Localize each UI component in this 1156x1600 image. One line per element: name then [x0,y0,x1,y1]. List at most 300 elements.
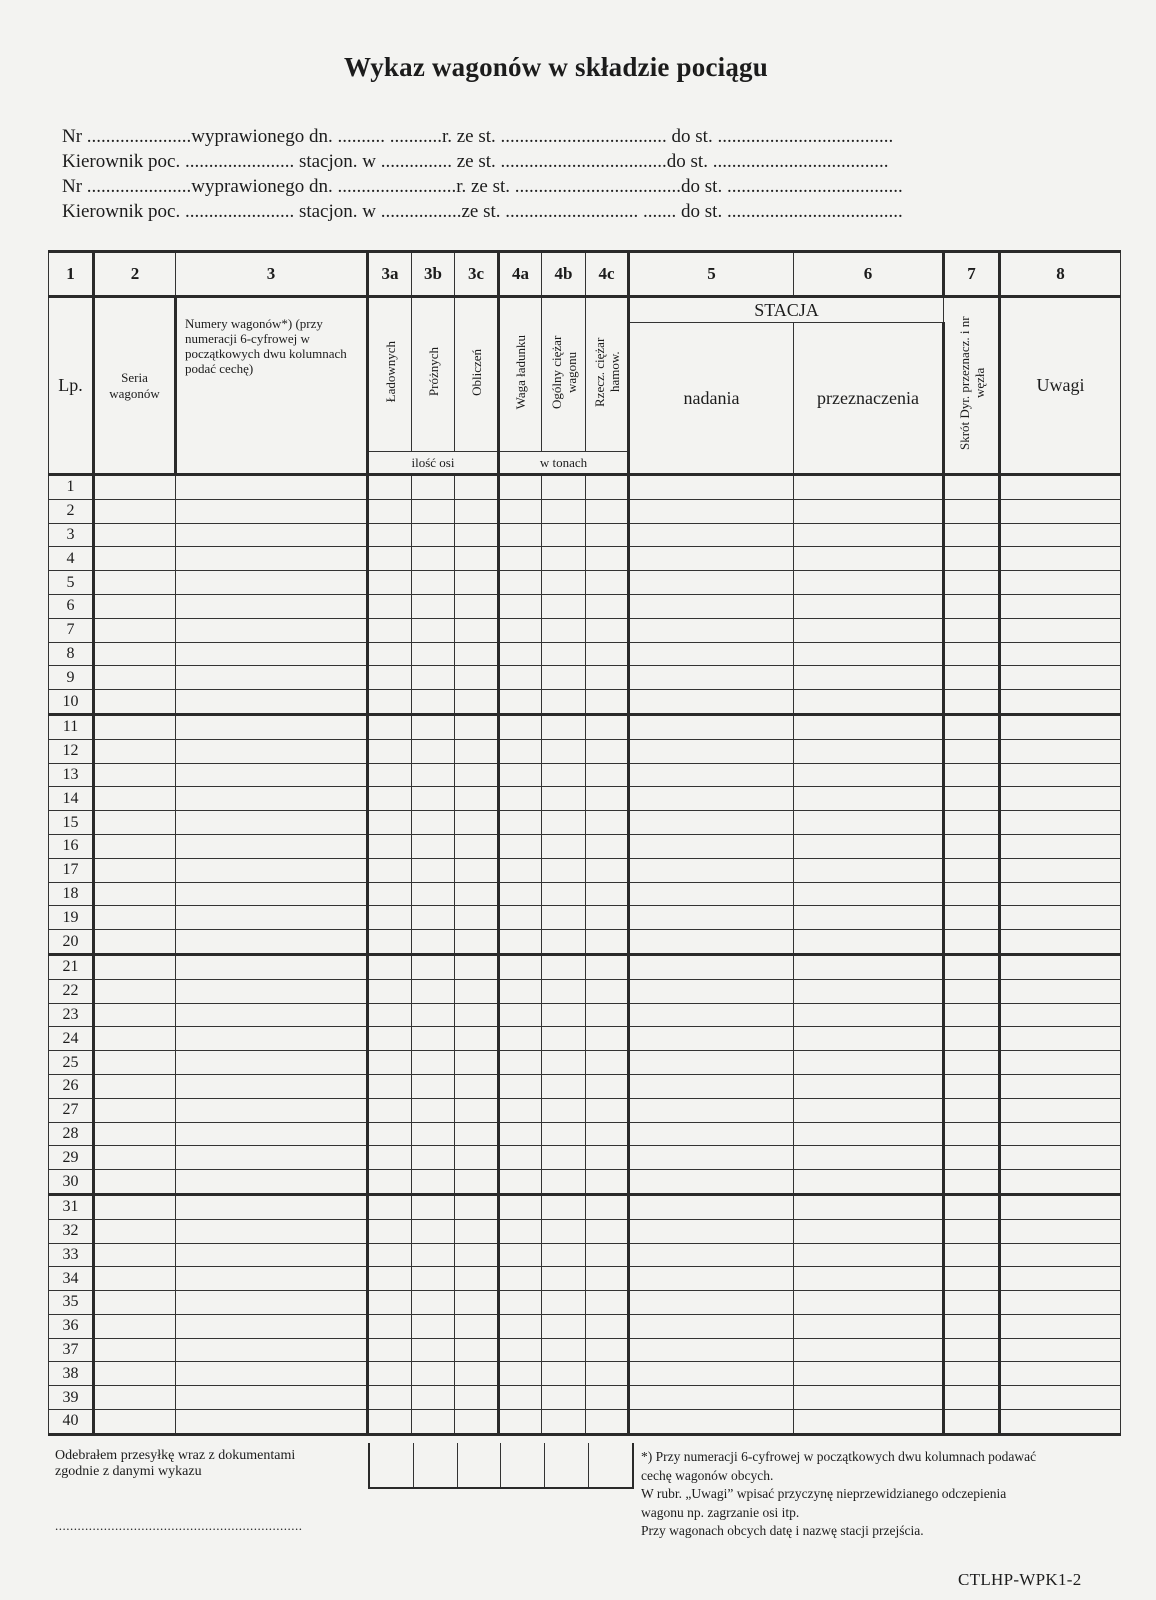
entry-cell[interactable] [944,979,1000,1003]
entry-cell[interactable] [94,834,176,858]
entry-cell[interactable] [1000,1074,1121,1098]
entry-cell[interactable] [455,1243,499,1267]
entry-cell[interactable] [412,954,455,979]
entry-cell[interactable] [499,571,542,595]
entry-cell[interactable] [944,930,1000,955]
entry-cell[interactable] [94,882,176,906]
entry-cell[interactable] [499,1338,542,1362]
entry-cell[interactable] [794,618,944,642]
entry-cell[interactable] [94,571,176,595]
entry-cell[interactable] [455,858,499,882]
entry-cell[interactable] [412,690,455,715]
entry-cell[interactable] [542,1267,586,1291]
entry-cell[interactable] [94,858,176,882]
entry-cell[interactable] [176,571,368,595]
entry-cell[interactable] [794,714,944,739]
entry-cell[interactable] [176,954,368,979]
entry-cell[interactable] [176,1314,368,1338]
entry-cell[interactable] [586,1074,629,1098]
entry-cell[interactable] [542,1051,586,1075]
entry-cell[interactable] [586,499,629,523]
entry-cell[interactable] [94,1074,176,1098]
entry-cell[interactable] [586,739,629,763]
entry-cell[interactable] [944,1170,1000,1195]
entry-cell[interactable] [542,858,586,882]
entry-cell[interactable] [629,763,794,787]
entry-cell[interactable] [94,594,176,618]
entry-cell[interactable] [944,690,1000,715]
entry-cell[interactable] [629,954,794,979]
entry-cell[interactable] [455,1051,499,1075]
entry-cell[interactable] [455,739,499,763]
entry-cell[interactable] [176,787,368,811]
entry-cell[interactable] [542,1074,586,1098]
entry-cell[interactable] [412,1194,455,1219]
entry-cell[interactable] [1000,523,1121,547]
entry-cell[interactable] [455,930,499,955]
entry-cell[interactable] [368,547,412,571]
entry-cell[interactable] [368,739,412,763]
entry-cell[interactable] [499,882,542,906]
entry-cell[interactable] [499,763,542,787]
entry-cell[interactable] [1000,571,1121,595]
entry-cell[interactable] [176,858,368,882]
entry-cell[interactable] [412,618,455,642]
entry-cell[interactable] [412,1362,455,1386]
entry-cell[interactable] [412,1314,455,1338]
entry-cell[interactable] [368,642,412,666]
entry-cell[interactable] [542,1098,586,1122]
entry-cell[interactable] [794,1122,944,1146]
entry-cell[interactable] [1000,739,1121,763]
entry-cell[interactable] [455,714,499,739]
entry-cell[interactable] [455,834,499,858]
entry-cell[interactable] [412,834,455,858]
entry-cell[interactable] [944,954,1000,979]
entry-cell[interactable] [368,1267,412,1291]
entry-cell[interactable] [455,906,499,930]
entry-cell[interactable] [455,1003,499,1027]
entry-cell[interactable] [499,1098,542,1122]
entry-cell[interactable] [176,1243,368,1267]
entry-cell[interactable] [1000,1098,1121,1122]
entry-cell[interactable] [1000,1362,1121,1386]
entry-cell[interactable] [794,547,944,571]
entry-cell[interactable] [94,1027,176,1051]
entry-cell[interactable] [368,858,412,882]
entry-cell[interactable] [368,475,412,500]
entry-cell[interactable] [455,690,499,715]
entry-cell[interactable] [1000,1291,1121,1315]
entry-cell[interactable] [94,1146,176,1170]
entry-cell[interactable] [794,930,944,955]
entry-cell[interactable] [586,714,629,739]
entry-cell[interactable] [499,930,542,955]
entry-cell[interactable] [499,1122,542,1146]
entry-cell[interactable] [455,1410,499,1435]
entry-cell[interactable] [176,1003,368,1027]
entry-cell[interactable] [794,787,944,811]
entry-cell[interactable] [629,523,794,547]
entry-cell[interactable] [368,1338,412,1362]
entry-cell[interactable] [1000,1219,1121,1243]
entry-cell[interactable] [586,834,629,858]
entry-cell[interactable] [794,1243,944,1267]
entry-cell[interactable] [1000,954,1121,979]
entry-cell[interactable] [944,1003,1000,1027]
entry-cell[interactable] [1000,594,1121,618]
entry-cell[interactable] [455,811,499,835]
entry-cell[interactable] [368,1027,412,1051]
entry-cell[interactable] [455,882,499,906]
entry-cell[interactable] [455,1386,499,1410]
entry-cell[interactable] [629,666,794,690]
entry-cell[interactable] [176,1098,368,1122]
entry-cell[interactable] [368,1410,412,1435]
entry-cell[interactable] [629,1243,794,1267]
entry-cell[interactable] [94,1170,176,1195]
entry-cell[interactable] [368,618,412,642]
entry-cell[interactable] [944,618,1000,642]
entry-cell[interactable] [794,882,944,906]
entry-cell[interactable] [176,690,368,715]
entry-cell[interactable] [629,811,794,835]
entry-cell[interactable] [368,571,412,595]
entry-cell[interactable] [455,547,499,571]
entry-cell[interactable] [455,979,499,1003]
entry-cell[interactable] [499,1146,542,1170]
entry-cell[interactable] [176,834,368,858]
entry-cell[interactable] [455,1170,499,1195]
entry-cell[interactable] [629,882,794,906]
entry-cell[interactable] [794,1074,944,1098]
entry-cell[interactable] [499,1003,542,1027]
entry-cell[interactable] [499,1027,542,1051]
entry-cell[interactable] [94,523,176,547]
entry-cell[interactable] [455,1194,499,1219]
entry-cell[interactable] [629,618,794,642]
entry-cell[interactable] [794,1098,944,1122]
entry-cell[interactable] [1000,547,1121,571]
entry-cell[interactable] [794,1386,944,1410]
entry-cell[interactable] [412,1027,455,1051]
entry-cell[interactable] [176,1338,368,1362]
entry-cell[interactable] [94,666,176,690]
entry-cell[interactable] [455,642,499,666]
entry-cell[interactable] [94,475,176,500]
entry-cell[interactable] [944,787,1000,811]
entry-cell[interactable] [794,1338,944,1362]
entry-cell[interactable] [944,714,1000,739]
entry-cell[interactable] [176,594,368,618]
entry-cell[interactable] [368,1051,412,1075]
entry-cell[interactable] [629,1338,794,1362]
entry-cell[interactable] [586,1146,629,1170]
entry-cell[interactable] [542,1194,586,1219]
entry-cell[interactable] [176,811,368,835]
entry-cell[interactable] [412,979,455,1003]
entry-cell[interactable] [455,954,499,979]
entry-cell[interactable] [1000,858,1121,882]
entry-cell[interactable] [586,618,629,642]
entry-cell[interactable] [176,523,368,547]
entry-cell[interactable] [94,690,176,715]
entry-cell[interactable] [176,763,368,787]
entry-cell[interactable] [368,1219,412,1243]
entry-cell[interactable] [412,523,455,547]
entry-cell[interactable] [368,882,412,906]
entry-cell[interactable] [455,594,499,618]
entry-cell[interactable] [586,1051,629,1075]
entry-cell[interactable] [1000,1267,1121,1291]
entry-cell[interactable] [94,499,176,523]
entry-cell[interactable] [629,594,794,618]
entry-cell[interactable] [368,1314,412,1338]
entry-cell[interactable] [176,1146,368,1170]
entry-cell[interactable] [1000,811,1121,835]
entry-cell[interactable] [368,787,412,811]
entry-cell[interactable] [176,1194,368,1219]
entry-cell[interactable] [455,1314,499,1338]
entry-cell[interactable] [794,954,944,979]
entry-cell[interactable] [586,1338,629,1362]
entry-cell[interactable] [586,906,629,930]
entry-cell[interactable] [944,1146,1000,1170]
entry-cell[interactable] [794,523,944,547]
entry-cell[interactable] [794,1291,944,1315]
entry-cell[interactable] [499,594,542,618]
entry-cell[interactable] [629,499,794,523]
entry-cell[interactable] [794,690,944,715]
entry-cell[interactable] [586,594,629,618]
entry-cell[interactable] [368,906,412,930]
entry-cell[interactable] [499,547,542,571]
entry-cell[interactable] [542,1338,586,1362]
entry-cell[interactable] [94,739,176,763]
entry-cell[interactable] [368,1243,412,1267]
entry-cell[interactable] [944,1074,1000,1098]
entry-cell[interactable] [412,1074,455,1098]
entry-cell[interactable] [586,787,629,811]
entry-cell[interactable] [368,834,412,858]
entry-cell[interactable] [794,1170,944,1195]
entry-cell[interactable] [94,1362,176,1386]
entry-cell[interactable] [499,1051,542,1075]
entry-cell[interactable] [94,1194,176,1219]
entry-cell[interactable] [944,1098,1000,1122]
entry-cell[interactable] [412,499,455,523]
entry-cell[interactable] [94,763,176,787]
entry-cell[interactable] [944,547,1000,571]
entry-cell[interactable] [586,1194,629,1219]
entry-cell[interactable] [542,1122,586,1146]
entry-cell[interactable] [1000,666,1121,690]
entry-cell[interactable] [629,1003,794,1027]
entry-cell[interactable] [586,642,629,666]
entry-cell[interactable] [542,1386,586,1410]
entry-cell[interactable] [94,1219,176,1243]
entry-cell[interactable] [629,979,794,1003]
entry-cell[interactable] [794,1410,944,1435]
entry-cell[interactable] [629,906,794,930]
entry-cell[interactable] [94,979,176,1003]
entry-cell[interactable] [455,763,499,787]
entry-cell[interactable] [629,1051,794,1075]
entry-cell[interactable] [586,1027,629,1051]
entry-cell[interactable] [944,858,1000,882]
entry-cell[interactable] [368,763,412,787]
entry-cell[interactable] [455,1362,499,1386]
entry-cell[interactable] [94,642,176,666]
entry-cell[interactable] [94,1338,176,1362]
entry-cell[interactable] [944,834,1000,858]
entry-cell[interactable] [629,1194,794,1219]
entry-cell[interactable] [368,1362,412,1386]
entry-cell[interactable] [368,1291,412,1315]
entry-cell[interactable] [944,642,1000,666]
entry-cell[interactable] [629,1267,794,1291]
entry-cell[interactable] [794,571,944,595]
entry-cell[interactable] [1000,1243,1121,1267]
entry-cell[interactable] [1000,1410,1121,1435]
entry-cell[interactable] [499,475,542,500]
entry-cell[interactable] [176,1386,368,1410]
entry-cell[interactable] [94,1098,176,1122]
entry-cell[interactable] [499,1362,542,1386]
entry-cell[interactable] [455,1027,499,1051]
entry-cell[interactable] [176,882,368,906]
entry-cell[interactable] [176,739,368,763]
entry-cell[interactable] [499,1219,542,1243]
entry-cell[interactable] [176,1074,368,1098]
entry-cell[interactable] [176,979,368,1003]
entry-cell[interactable] [176,1122,368,1146]
entry-cell[interactable] [586,811,629,835]
entry-cell[interactable] [499,979,542,1003]
entry-cell[interactable] [629,1027,794,1051]
entry-cell[interactable] [499,1386,542,1410]
entry-cell[interactable] [794,666,944,690]
entry-cell[interactable] [944,739,1000,763]
entry-cell[interactable] [499,714,542,739]
entry-cell[interactable] [499,1170,542,1195]
entry-cell[interactable] [1000,1051,1121,1075]
entry-cell[interactable] [412,787,455,811]
entry-cell[interactable] [412,763,455,787]
entry-cell[interactable] [455,1267,499,1291]
entry-cell[interactable] [368,811,412,835]
entry-cell[interactable] [586,571,629,595]
entry-cell[interactable] [412,1267,455,1291]
entry-cell[interactable] [499,1291,542,1315]
entry-cell[interactable] [1000,930,1121,955]
entry-cell[interactable] [794,739,944,763]
entry-cell[interactable] [542,834,586,858]
entry-cell[interactable] [499,1267,542,1291]
entry-cell[interactable] [455,571,499,595]
entry-cell[interactable] [368,979,412,1003]
entry-cell[interactable] [94,787,176,811]
entry-cell[interactable] [944,1362,1000,1386]
entry-cell[interactable] [629,1219,794,1243]
entry-cell[interactable] [176,1051,368,1075]
entry-cell[interactable] [499,690,542,715]
entry-cell[interactable] [412,1170,455,1195]
entry-cell[interactable] [368,954,412,979]
entry-cell[interactable] [542,930,586,955]
entry-cell[interactable] [542,475,586,500]
entry-cell[interactable] [586,1291,629,1315]
entry-cell[interactable] [499,618,542,642]
entry-cell[interactable] [94,906,176,930]
entry-cell[interactable] [499,906,542,930]
entry-cell[interactable] [944,1243,1000,1267]
entry-cell[interactable] [455,1074,499,1098]
entry-cell[interactable] [944,1122,1000,1146]
entry-cell[interactable] [586,1362,629,1386]
entry-cell[interactable] [794,1051,944,1075]
entry-cell[interactable] [412,930,455,955]
entry-cell[interactable] [542,1146,586,1170]
entry-cell[interactable] [1000,1146,1121,1170]
entry-cell[interactable] [794,1362,944,1386]
entry-cell[interactable] [629,1386,794,1410]
entry-cell[interactable] [629,787,794,811]
entry-cell[interactable] [542,811,586,835]
entry-cell[interactable] [499,739,542,763]
entry-cell[interactable] [586,1386,629,1410]
entry-cell[interactable] [542,763,586,787]
entry-cell[interactable] [499,666,542,690]
entry-cell[interactable] [499,1410,542,1435]
entry-cell[interactable] [94,1291,176,1315]
entry-cell[interactable] [542,1219,586,1243]
entry-cell[interactable] [94,1267,176,1291]
entry-cell[interactable] [412,739,455,763]
entry-cell[interactable] [542,1170,586,1195]
entry-cell[interactable] [794,594,944,618]
entry-cell[interactable] [1000,979,1121,1003]
entry-cell[interactable] [455,499,499,523]
entry-cell[interactable] [176,930,368,955]
entry-cell[interactable] [629,571,794,595]
entry-cell[interactable] [542,979,586,1003]
entry-cell[interactable] [944,1410,1000,1435]
entry-cell[interactable] [412,1338,455,1362]
entry-cell[interactable] [629,834,794,858]
entry-cell[interactable] [794,858,944,882]
entry-cell[interactable] [455,475,499,500]
entry-cell[interactable] [944,594,1000,618]
entry-cell[interactable] [944,1338,1000,1362]
entry-cell[interactable] [455,1098,499,1122]
entry-cell[interactable] [412,642,455,666]
entry-cell[interactable] [94,1122,176,1146]
entry-cell[interactable] [542,1314,586,1338]
entry-cell[interactable] [368,499,412,523]
entry-cell[interactable] [499,787,542,811]
entry-cell[interactable] [499,834,542,858]
entry-cell[interactable] [629,714,794,739]
entry-cell[interactable] [944,1194,1000,1219]
entry-cell[interactable] [629,547,794,571]
entry-cell[interactable] [944,1386,1000,1410]
entry-cell[interactable] [368,1074,412,1098]
entry-cell[interactable] [176,1027,368,1051]
entry-cell[interactable] [455,1122,499,1146]
entry-cell[interactable] [794,811,944,835]
entry-cell[interactable] [542,642,586,666]
